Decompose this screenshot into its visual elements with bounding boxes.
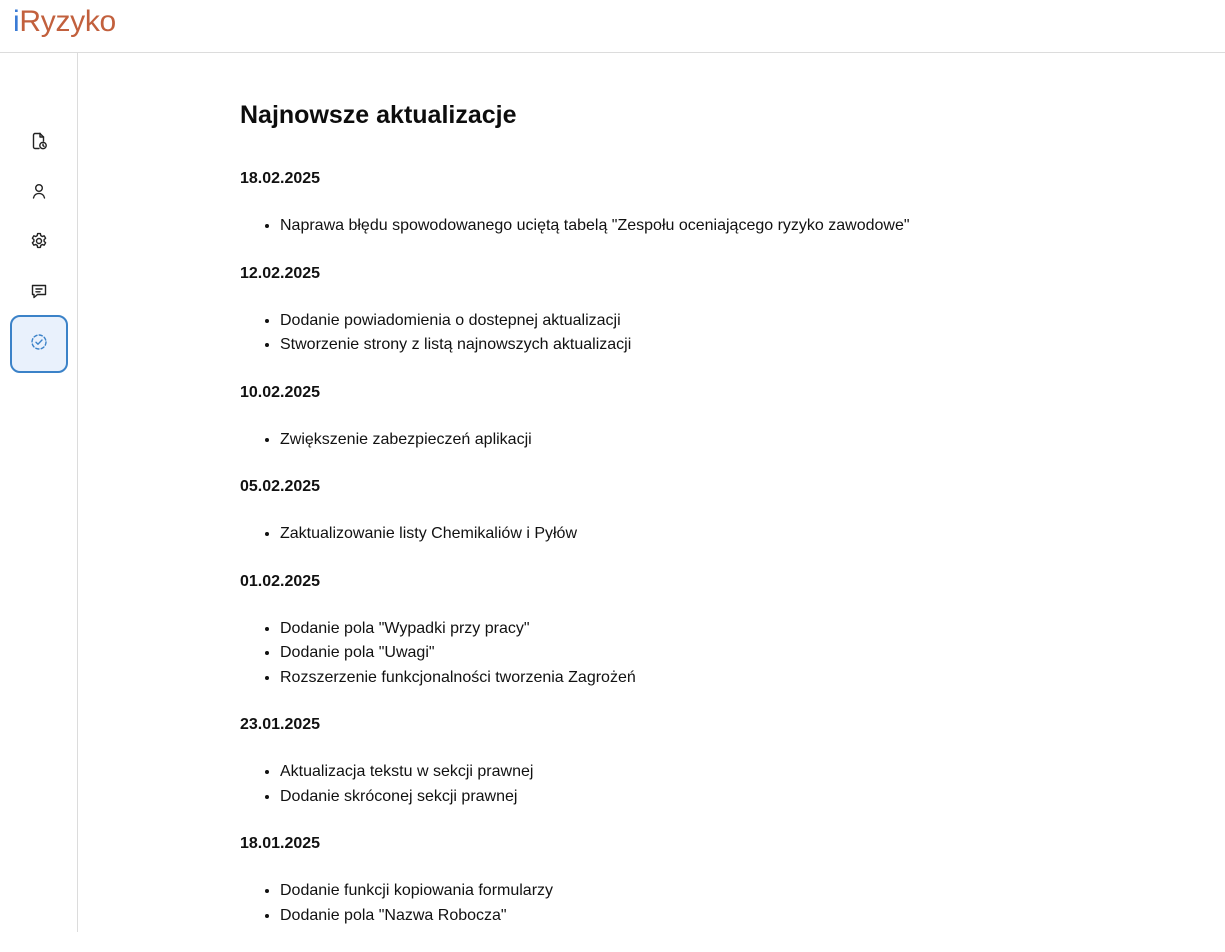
update-item: • Dodanie pola "Wypadki przy pracy" [280,617,1140,642]
update-item: • Dodanie funkcji kopiowania formularzy [280,879,1140,904]
update-date: 05.02.2025 [240,478,321,495]
update-item: • Stworzenie strony z listą najnowszych aktualizacji [280,333,1140,358]
document-clock-icon [29,131,49,156]
update-items [240,309,1140,358]
update-item: • Naprawa błędu spowodowanego uciętą tabelą "Zespołu oceniającego ryzyko zawodowe" [280,214,1140,239]
logo-text: Ryzyko [19,5,116,38]
updates-page [240,95,1140,952]
update-date: 23.01.2025 [240,716,321,733]
circle-check-dashed-icon [29,332,49,357]
update-items [240,617,1140,691]
page-title: Najnowsze aktualizacje [240,101,517,129]
update-item: • Dodanie powiadomienia o dostepnej aktualizacji [280,309,1140,334]
update-entry [240,476,1140,547]
sidebar-item-documents[interactable] [11,115,67,171]
message-icon [29,281,49,306]
update-items [240,214,1140,239]
logo-prefix: i [13,5,20,38]
update-item: • Rozszerzenie funkcjonalności tworzenia Zagrożeń [280,666,1140,691]
sidebar-item-profile[interactable] [11,165,67,221]
sidebar-item-messages[interactable] [11,265,67,321]
update-item: • Dodanie pola "Nazwa Robocza" [280,904,1140,929]
user-icon [29,181,49,206]
update-items [240,879,1140,928]
sidebar-item-updates[interactable] [10,315,68,373]
update-date: 01.02.2025 [240,572,321,590]
sidebar [0,53,78,932]
update-date: 10.02.2025 [240,383,321,401]
update-entry [240,571,1140,691]
update-entry [240,714,1140,809]
update-date: 12.02.2025 [240,264,321,282]
update-entry [240,263,1140,358]
update-items [240,428,1140,453]
update-entry [240,168,1140,239]
app-logo[interactable] [13,4,116,40]
update-item: • Dodanie skróconej sekcji prawnej [280,785,1140,810]
sidebar-item-settings[interactable] [11,215,67,271]
update-date: 18.02.2025 [240,170,321,187]
update-item: • Zaktualizowanie listy Chemikaliów i Pyłów [280,522,1140,547]
update-items [240,522,1140,547]
update-date: 18.01.2025 [240,835,321,852]
update-item: • Zwiększenie zabezpieczeń aplikacji [280,428,1140,453]
update-items [240,760,1140,809]
updates-list [240,168,1140,928]
gear-icon [29,231,49,256]
update-entry [240,833,1140,928]
top-bar [0,0,1225,53]
update-entry [240,382,1140,453]
update-item: • Dodanie pola "Uwagi" [280,641,1140,666]
update-item: • Aktualizacja tekstu w sekcji prawnej [280,760,1140,785]
